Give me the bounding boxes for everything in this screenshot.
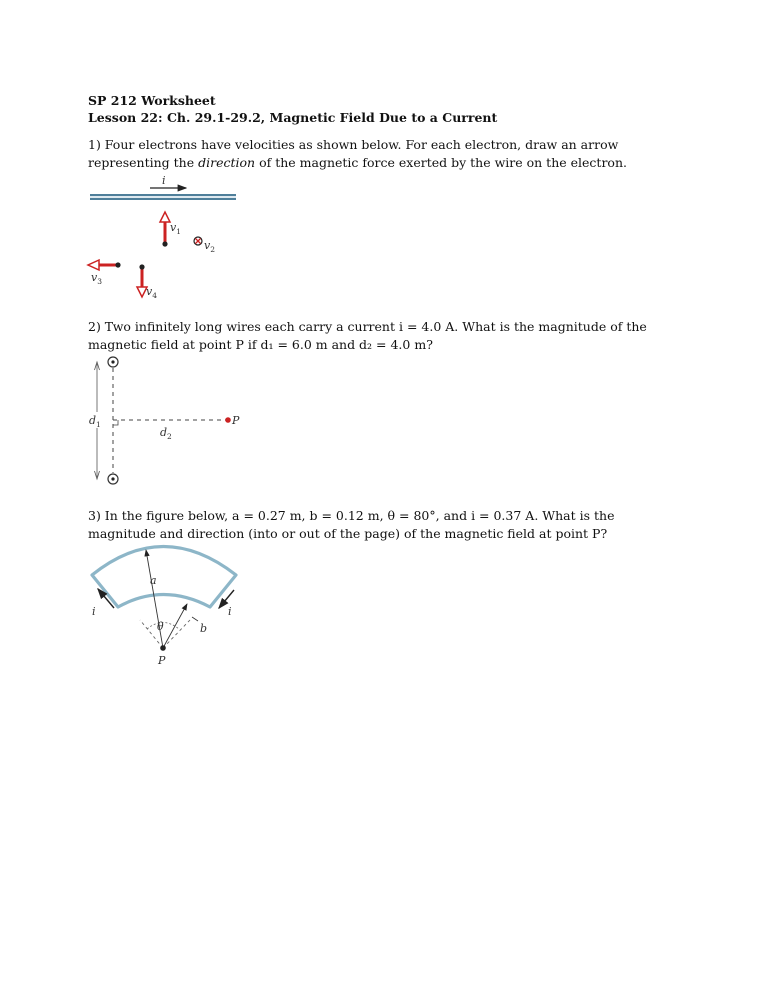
- v3-label: $v_3$: [91, 271, 102, 286]
- figure-3: [92, 547, 236, 668]
- worksheet-title: SP 212 Worksheet: [88, 93, 216, 108]
- radius-b-arrow: [163, 604, 187, 648]
- top-wire-out-of-page-icon: [108, 357, 118, 367]
- d1-label: $d_1$: [89, 414, 101, 429]
- q1-text-part-a: 1) Four electrons have velocities as shown below. For each electron, draw an arrow representing the: [88, 137, 619, 170]
- theta-label: θ: [157, 620, 164, 633]
- point-p-dot: [160, 645, 166, 651]
- q1-emphasis-direction: direction: [198, 155, 256, 170]
- point-p-label: P: [232, 414, 240, 427]
- question-2-text: 2) Two infinitely long wires each carry a current i = 4.0 A. What is the magnitude of the magnetic field at point P if d₁ = 6.0 m and d₂ = 4.0 m?: [88, 319, 647, 352]
- current-label: i: [162, 174, 166, 187]
- electron-3: [88, 260, 121, 286]
- wire: [90, 195, 236, 199]
- left-current-label: i: [92, 605, 96, 618]
- v2-label: $v_2$: [204, 239, 215, 254]
- current-loop: [92, 547, 236, 608]
- electron-2-into-page-icon: [194, 237, 215, 254]
- question-3-text: 3) In the figure below, a = 0.27 m, b = 0.12 m, θ = 80°, and i = 0.37 A. What is the magnitude and direction (into or out of the page) of the magnetic field at point P?: [88, 508, 615, 541]
- radius-a-arrow: [146, 550, 163, 648]
- figure-2: [88, 357, 240, 484]
- figure-1: [88, 174, 236, 300]
- right-current-label: i: [228, 605, 232, 618]
- point-p-marker: [225, 417, 231, 423]
- electron-1: [160, 212, 181, 247]
- v1-label: $v_1$: [170, 221, 181, 236]
- b-label: b: [200, 622, 208, 635]
- electron-4: [137, 264, 157, 300]
- v4-label: $v_4$: [146, 285, 157, 300]
- lesson-title: Lesson 22: Ch. 29.1-29.2, Magnetic Field Due to a Current: [88, 110, 498, 125]
- bottom-wire-out-of-page-icon: [108, 474, 118, 484]
- q1-text-part-b: of the magnetic force exerted by the wire on the electron.: [255, 155, 627, 170]
- figure3-point-p-label: P: [158, 654, 166, 667]
- a-label: a: [150, 574, 157, 587]
- d2-label: $d_2$: [160, 426, 172, 441]
